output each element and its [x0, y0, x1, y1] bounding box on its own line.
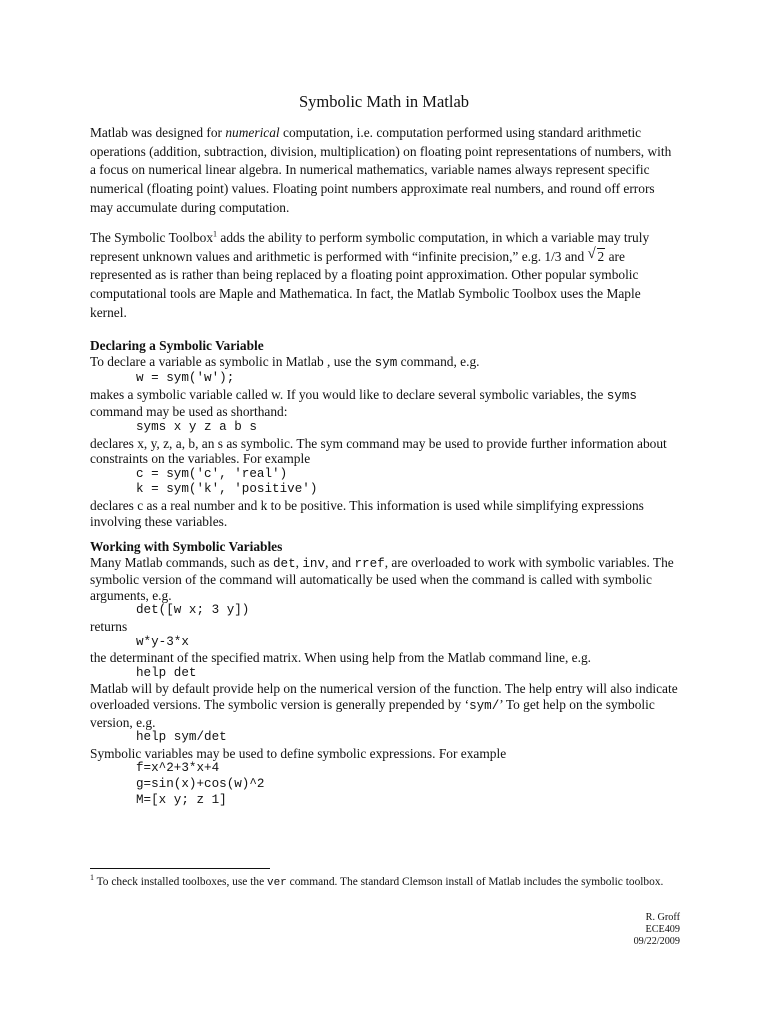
- intro-text: The Symbolic Toolbox: [90, 230, 214, 245]
- section-declaring: [90, 338, 680, 529]
- inline-code: ver: [266, 877, 287, 889]
- footnote-text: To check installed toolboxes, use the: [94, 876, 267, 888]
- footnote-mark: 1: [90, 873, 94, 883]
- intro-paragraph-1: [90, 124, 680, 218]
- radical-sign: √: [587, 245, 596, 262]
- footnote-text: command. The standard Clemson install of Matlab includes the symbolic toolbox.: [286, 876, 664, 888]
- footnote-reference: 1: [213, 229, 218, 239]
- signature-block: [634, 912, 680, 949]
- code-block: w*y-3*x: [136, 634, 189, 649]
- body-text: returns: [90, 618, 128, 634]
- document-date: 09/22/2009: [633, 936, 680, 948]
- body-text: command may be used as shorthand:: [90, 404, 288, 420]
- code-block: f=x^2+3*x+4 g=sin(x)+cos(w)^2 M=[x y; z 1]: [136, 761, 265, 807]
- section-working: [90, 539, 680, 808]
- code-block: w = sym('w');: [136, 371, 235, 386]
- sqrt-symbol: [587, 245, 606, 267]
- section-heading: Working with Symbolic Variables: [90, 539, 283, 554]
- emphasis-numerical: numerical: [225, 125, 280, 140]
- inline-code: sym/: [469, 698, 500, 713]
- code-block: syms x y z a b s: [136, 419, 257, 434]
- page-title: Symbolic Math in Matlab: [298, 92, 470, 111]
- intro-text: Matlab was designed for: [90, 125, 226, 140]
- body-text: ’ To get help on the symbolic version, e.g.: [90, 696, 655, 730]
- code-block: c = sym('c', 'real') k = sym('k', 'positive'): [136, 466, 318, 497]
- body-text: declares c as a real number and k to be positive. This information is used while simplifying expressions involving these variables.: [90, 497, 644, 529]
- footnote: [90, 874, 680, 892]
- code-block: help det: [136, 665, 197, 680]
- code-block: det([w x; 3 y]): [136, 603, 250, 618]
- body-text: command, e.g.: [397, 353, 480, 369]
- body-text: Matlab will by default provide help on the numerical version of the function. The help entry will also indicate overloaded versions. The symbolic version is generally prepended by ‘: [90, 681, 678, 712]
- body-text: To declare a variable as symbolic in Matlab , use the: [90, 353, 375, 369]
- section-heading: Declaring a Symbolic Variable: [90, 338, 264, 353]
- course-code: ECE409: [645, 924, 680, 936]
- inline-code: syms: [606, 388, 637, 403]
- body-text: declares x, y, z, a, b, an s as symbolic. The sym command may be used to provide further information about constraints on the variables. For example: [90, 435, 667, 467]
- intro-paragraph-2: [90, 229, 680, 323]
- inline-code: det: [272, 556, 296, 571]
- body-text: the determinant of the specified matrix. When using help from the Matlab command line, e.g.: [90, 650, 592, 666]
- body-text: Symbolic variables may be used to define symbolic expressions. For example: [90, 745, 507, 761]
- inline-code: sym: [374, 355, 398, 370]
- footnote-rule: [90, 868, 270, 869]
- body-text: makes a symbolic variable called w. If you would like to declare several symbolic variables, the: [90, 386, 607, 402]
- inline-code: rref: [354, 556, 385, 571]
- code-block: help sym/det: [136, 730, 227, 745]
- body-text: ,: [295, 554, 303, 570]
- radicand: 2: [597, 248, 605, 264]
- inline-code: inv: [302, 556, 326, 571]
- intro-text: are represented as is rather than being replaced by a floating point approximation. Other popular symbolic computational tools are Maple and Mathematica. In fact, the Matlab Symbolic Toolbox uses the Maple kernel.: [90, 248, 641, 320]
- body-text: , and: [325, 554, 355, 570]
- intro-text: computation, i.e. computation performed using standard arithmetic operations (addition, subtraction, division, multiplication) on floating point representations of numbers, with a focus on numerical linear algebra. In numerical mathematics, variable names always represent specific numerical (floating point) values. Floating point numbers approximate real numbers, and round off errors may accumulate during computation.: [90, 125, 672, 215]
- body-text: Many Matlab commands, such as: [90, 554, 273, 570]
- intro-text: adds the ability to perform symbolic computation, in which a variable may truly represent unknown values and arithmetic is performed with “infinite precision,” e.g. 1/3 and: [90, 230, 650, 264]
- author-name: R. Groff: [645, 912, 680, 923]
- body-text: , are overloaded to work with symbolic variables. The symbolic version of the command will automatically be used when the command is called with symbolic arguments, e.g.: [90, 554, 674, 603]
